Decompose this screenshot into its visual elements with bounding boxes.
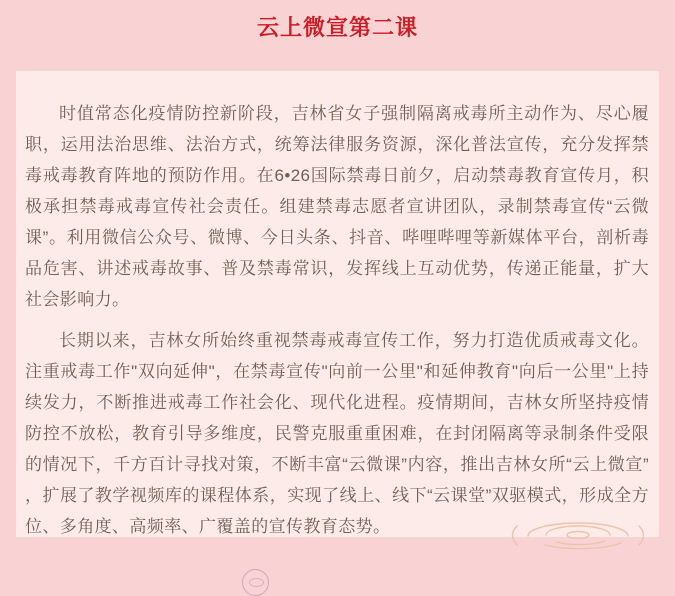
seal-inner-mark <box>249 578 264 587</box>
article-paragraph-1: 时值常态化疫情防控新阶段，吉林省女子强制隔离戒毒所主动作为、尽心履职，运用法治思维、法治方式，统筹法律服务资源，深化普法宣传，充分发挥禁毒戒毒教育阵地的预防作用。在6•26国际禁毒日前夕，启动禁毒教育宣传月，积极承担禁毒戒毒宣传社会责任。组建禁毒志愿者宣讲团队，录制禁毒宣传“云微课”。利用微信公众号、微博、今日头条、抖音、哔哩哔哩等新媒体平台，剖析毒品危害、讲述戒毒故事、普及禁毒常识，发挥线上互动优势，传递正能量，扩大社会影响力。 <box>25 104 649 309</box>
seal-watermark-icon <box>242 569 269 596</box>
page-title: 云上微宣第二课 <box>256 15 418 40</box>
article-paragraph-2: 长期以来，吉林女所始终重视禁毒戒毒宣传工作，努力打造优质戒毒文化。注重戒毒工作"双向延伸"，在禁毒宣传"向前一公里"和延伸教育"向后一公里"上持续发力，不断推进戒毒工作社会化、现代化进程。疫情期间，吉林女所坚持疫情防控不放松，教育引导多维度，民警克服重重困难，在封闭隔离等录制条件受限的情况下，千方百计寻找对策，不断丰富“云微课”内容，推出吉林女所“云上微宣” ，扩展了教学视频库的课程体系，实现了线上、线下“云课堂”双驱模式，形成全方位、多角度、高频率、广覆盖的宣传教育态势。 <box>25 331 649 536</box>
water-ripple-icon <box>505 515 651 555</box>
content-panel <box>16 71 659 537</box>
